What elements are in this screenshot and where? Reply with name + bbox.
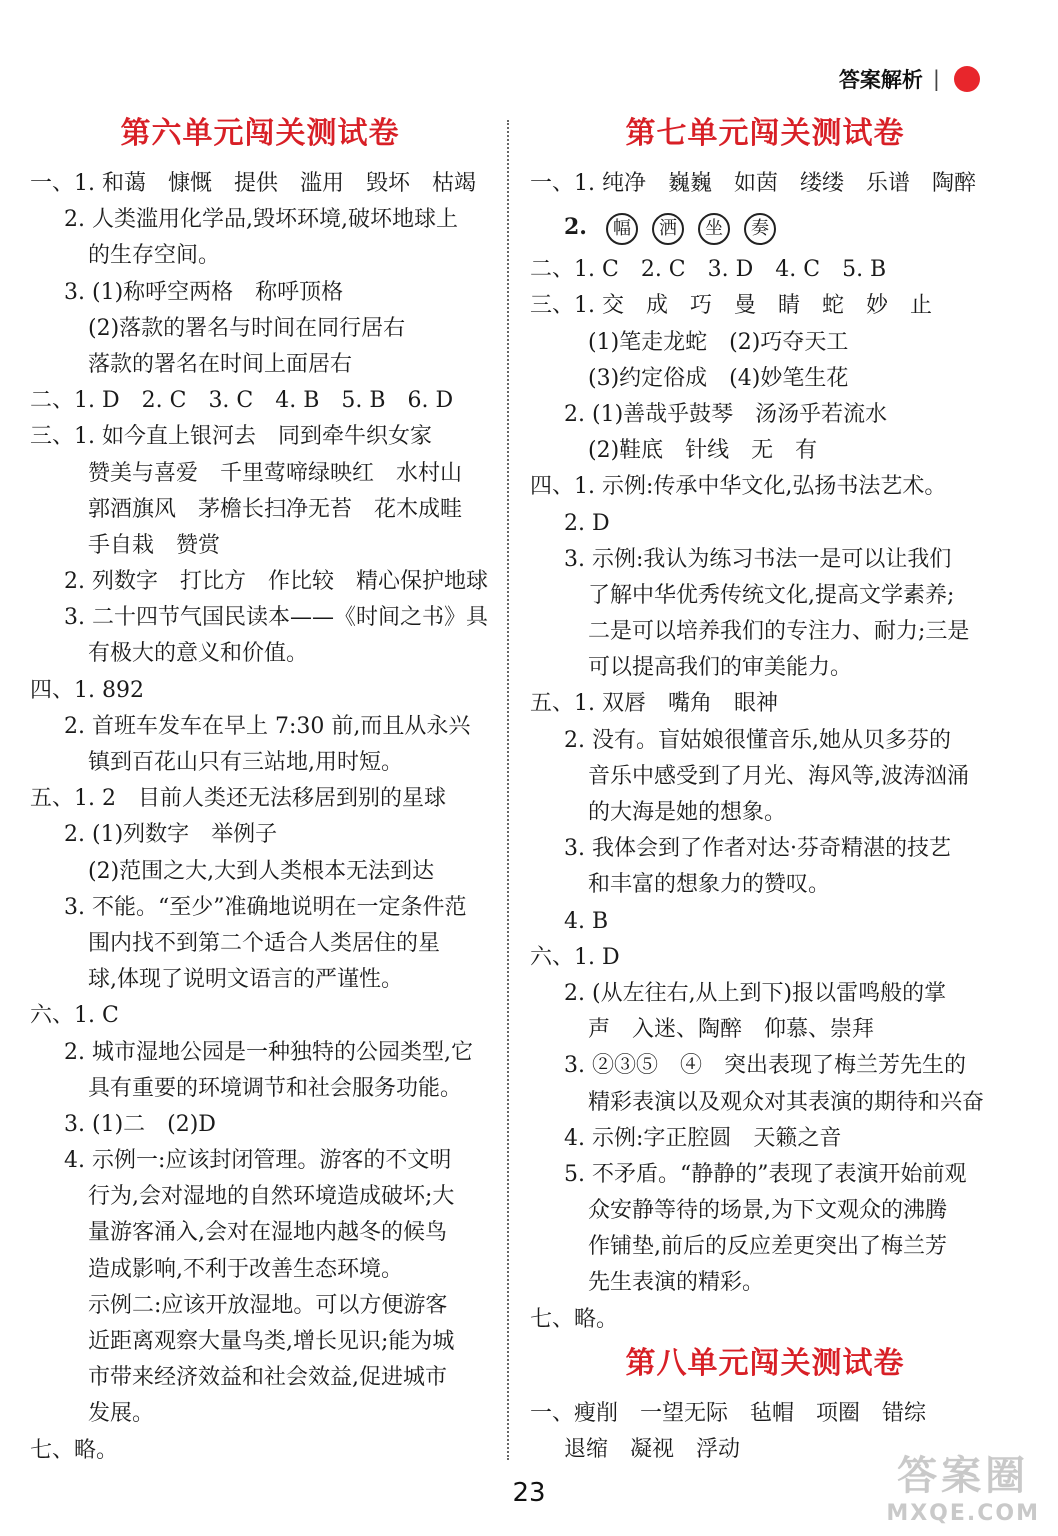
header-separator: | (932, 67, 940, 91)
answer-line: 五、1. 双唇 嘴角 眼神 (530, 691, 778, 717)
watermark-url: MXQE.COM (886, 1501, 1040, 1526)
answer-line: (2)范围之大,大到人类根本无法到达 (88, 858, 435, 884)
answer-line: 作铺垫,前后的反应差更突出了梅兰芳 (588, 1234, 947, 1260)
answer-line: 2. (1)列数字 举例子 (64, 822, 278, 848)
answer-line: 四、1. 示例:传承中华文化,弘扬书法艺术。 (530, 474, 947, 500)
unit6-title: 第六单元闯关测试卷 (120, 116, 400, 151)
answer-line: (1)笔走龙蛇 (2)巧夺天工 (588, 329, 849, 355)
answer-line: 落款的署名在时间上面居右 (88, 351, 353, 377)
answer-line: 2. D (564, 510, 610, 536)
answer-line: 球,体现了说明文语言的严谨性。 (88, 967, 403, 993)
answer-line: 一、瘦削 一望无际 毡帽 项圈 错综 (530, 1400, 927, 1426)
circled-characters (606, 215, 790, 240)
answer-line: 的生存空间。 (88, 243, 221, 269)
answer-line: 了解中华优秀传统文化,提高文学素养; (588, 582, 955, 608)
circled-character: 幅 (606, 213, 638, 245)
answer-line: 2. 城市湿地公园是一种独特的公园类型,它 (64, 1039, 473, 1065)
answer-line: 郭酒旗风 茅檐长扫净无苔 花木成畦 (88, 496, 463, 522)
answer-line: 可以提高我们的审美能力。 (588, 655, 853, 681)
red-dot-icon (954, 66, 980, 92)
watermark (886, 1444, 1040, 1526)
answer-line: 六、1. C (30, 1003, 119, 1029)
answer-line: 镇到百花山只有三站地,用时短。 (88, 750, 403, 775)
answer-line: 示例二:应该开放湿地。可以方便游客 (88, 1292, 448, 1318)
circled-character: 洒 (652, 213, 684, 245)
answer-line: (2)落款的署名与时间在同行居右 (88, 315, 406, 341)
circled-prefix: 2. (564, 214, 587, 241)
answer-line: 行为,会对湿地的自然环境造成破坏;大 (88, 1184, 455, 1210)
page-number: 23 (512, 1478, 546, 1508)
answer-line: 4. B (564, 908, 609, 934)
answer-line: 七、略。 (30, 1437, 119, 1463)
answer-line: 精彩表演以及观众对其表演的期待和兴奋 (588, 1089, 985, 1115)
answer-line: 4. 示例一:应该封闭管理。游客的不文明 (64, 1148, 452, 1174)
answer-line: 围内找不到第二个适合人类居住的星 (88, 930, 441, 956)
answer-line: 众安静等待的场景,为下文观众的沸腾 (588, 1198, 947, 1224)
answer-line: 5. 不矛盾。“静静的”表现了表演开始前观 (564, 1161, 967, 1187)
answer-line: 声 入迷、陶醉 仰慕、崇拜 (588, 1017, 875, 1043)
answer-line: 的大海是她的想象。 (588, 800, 787, 825)
answer-line: 一、1. 纯净 巍巍 如茵 缕缕 乐谱 陶醉 (530, 171, 976, 196)
answer-line: 二、1. D 2. C 3. C 4. B 5. B 6. D (30, 388, 454, 414)
answer-line: 六、1. D (530, 944, 620, 970)
answer-line: 具有重要的环境调节和社会服务功能。 (88, 1075, 463, 1101)
answer-line: 三、1. 交 成 巧 曼 睛 蛇 妙 止 (530, 293, 932, 319)
answer-line: 2. 首班车发车在早上 7:30 前,而且从永兴 (64, 713, 471, 739)
left-column (30, 112, 490, 1469)
answer-line: 2. 列数字 打比方 作比较 精心保护地球 (64, 569, 488, 595)
header-label: 答案解析 (838, 68, 923, 92)
circled-character: 奏 (744, 213, 776, 245)
answer-line: 4. 示例:字正腔圆 天籁之音 (564, 1125, 842, 1151)
answer-line: 四、1. 892 (30, 677, 144, 703)
answer-line: 一、1. 和蔼 慷慨 提供 滥用 毁坏 枯竭 (30, 171, 476, 196)
answer-line: 3. ②③⑤ ④ 突出表现了梅兰芳先生的 (564, 1053, 966, 1079)
answer-line: 2. (1)善哉乎鼓琴 汤汤乎若流水 (564, 401, 888, 427)
circled-character: 坐 (698, 213, 730, 245)
answer-line: (2)鞋底 针线 无 有 (588, 438, 818, 464)
answer-line: 手自栽 赞赏 (88, 532, 221, 558)
column-divider (507, 120, 509, 1460)
watermark-logo: 答案圈 (897, 1453, 1030, 1499)
page-header (839, 64, 980, 94)
unit6-answers (30, 166, 490, 1469)
answer-line: 音乐中感受到了月光、海风等,波涛汹涌 (588, 763, 969, 789)
answer-line: 3. (1)二 (2)D (64, 1111, 216, 1137)
unit8-title: 第八单元闯关测试卷 (625, 1345, 905, 1381)
answer-line: 2. 人类滥用化学品,毁坏环境,破坏地球上 (64, 207, 458, 233)
answer-line: 退缩 凝视 浮动 (564, 1437, 741, 1462)
answer-line: 2. 没有。盲姑娘很懂音乐,她从贝多芬的 (564, 727, 951, 753)
answer-line: 二是可以培养我们的专注力、耐力;三是 (588, 619, 970, 645)
answer-line: 3. 不能。“至少”准确地说明在一定条件范 (64, 894, 467, 920)
answer-line: 五、1. 2 目前人类还无法移居到别的星球 (30, 786, 446, 812)
answer-line: 和丰富的想象力的赞叹。 (588, 872, 831, 898)
answer-line: 造成影响,不利于改善生态环境。 (88, 1256, 403, 1282)
answer-line: 3. 二十四节气国民读本——《时间之书》具 (64, 605, 488, 631)
answer-line: 二、1. C 2. C 3. D 4. C 5. B (530, 257, 887, 283)
answer-line: 三、1. 如今直上银河去 同到牵牛织女家 (30, 424, 432, 450)
circled-characters-row (530, 202, 1000, 252)
unit7-answers-part1 (530, 166, 1000, 202)
answer-line: 3. 我体会到了作者对达·芬奇精湛的技艺 (564, 836, 951, 862)
unit7-answers-part2 (530, 252, 1000, 1338)
answer-line: 有极大的意义和价值。 (88, 641, 309, 667)
answer-line: 近距离观察大量鸟类,增长见识;能为城 (88, 1329, 455, 1354)
answer-line: 发展。 (88, 1401, 155, 1427)
answer-line: 先生表演的精彩。 (588, 1270, 765, 1296)
right-column (530, 112, 1000, 1468)
answer-line: (3)约定俗成 (4)妙笔生花 (588, 365, 849, 391)
answer-line: 量游客涌入,会对在湿地内越冬的候鸟 (88, 1220, 447, 1246)
answer-line: 七、略。 (530, 1306, 619, 1332)
answer-line: 3. (1)称呼空两格 称呼顶格 (64, 279, 344, 305)
unit7-title: 第七单元闯关测试卷 (625, 116, 905, 151)
answer-line: 3. 示例:我认为练习书法一是可以让我们 (564, 546, 952, 572)
answer-line: 市带来经济效益和社会效益,促进城市 (88, 1365, 447, 1391)
answer-line: 赞美与喜爱 千里莺啼绿映红 水村山 (88, 460, 463, 486)
answer-line: 2. (从左往右,从上到下)报以雷鸣般的掌 (564, 980, 947, 1006)
